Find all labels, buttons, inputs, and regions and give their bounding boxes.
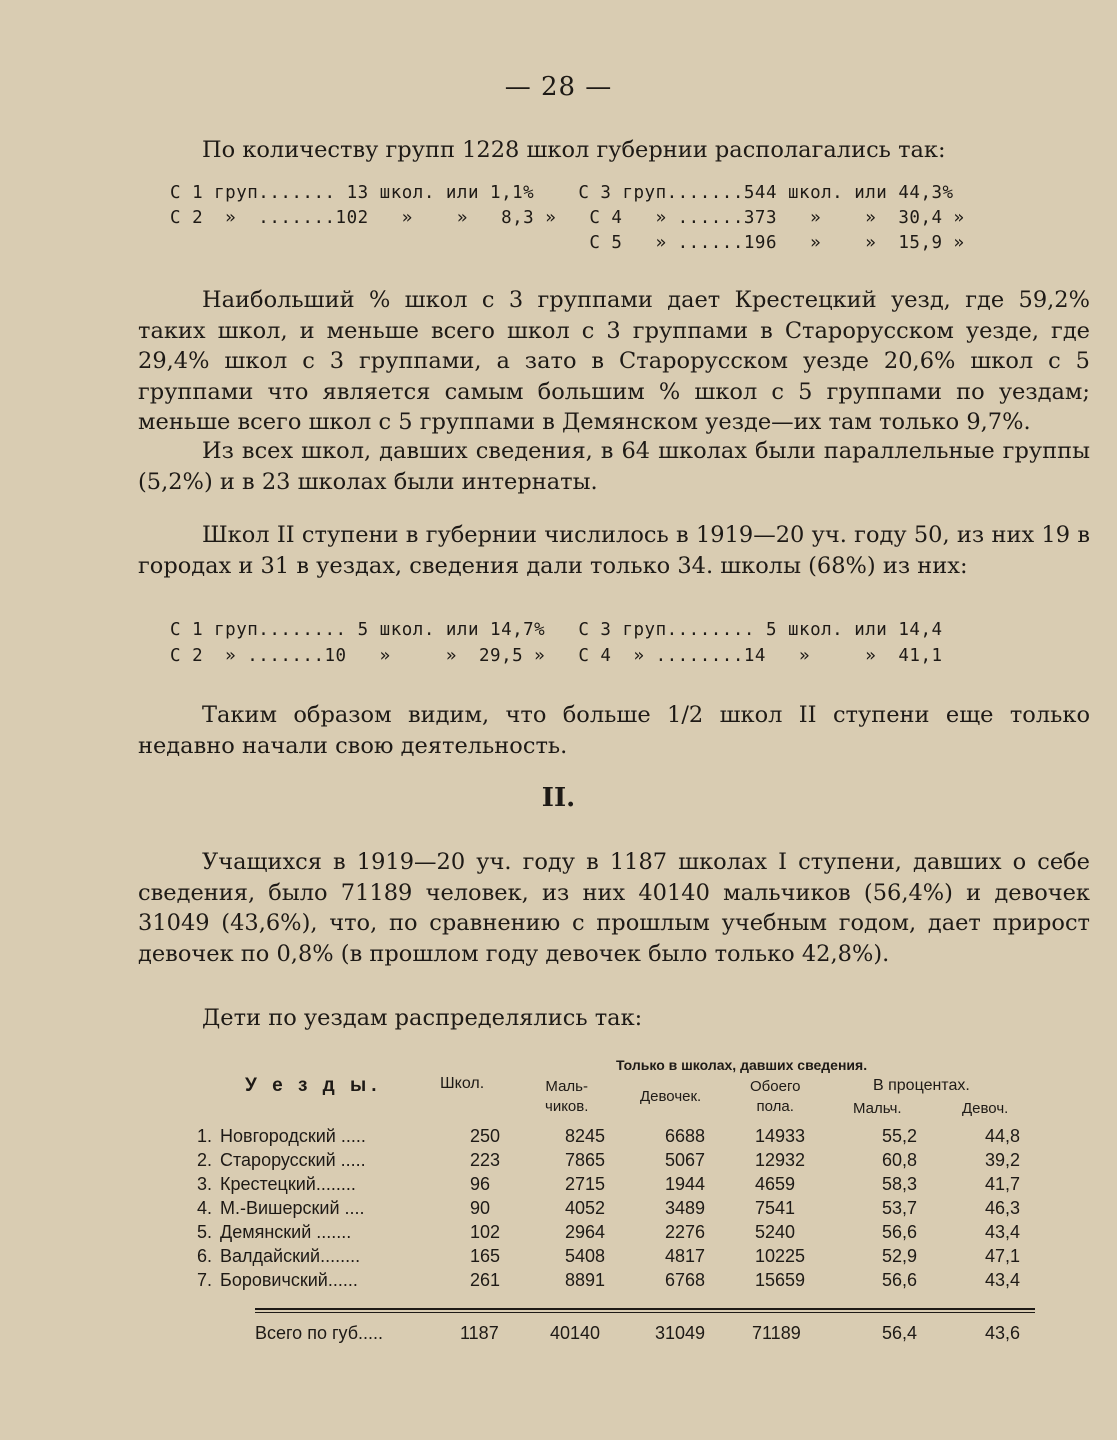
row-girls: 4817 xyxy=(665,1246,706,1266)
col-both-header: Обоего пола. xyxy=(750,1078,801,1115)
col-girls-header: Девочек. xyxy=(640,1088,702,1105)
row-schools: 90 xyxy=(470,1198,491,1218)
row-number: 6. xyxy=(197,1246,213,1266)
total-schools: 1187 xyxy=(460,1323,499,1343)
page-number: — 28 — xyxy=(504,72,613,102)
row-boys: 8245 xyxy=(565,1126,606,1146)
total-both: 71189 xyxy=(752,1323,801,1343)
row-both: 5240 xyxy=(755,1222,796,1242)
row-boys: 2715 xyxy=(565,1174,606,1194)
total-boys: 40140 xyxy=(550,1323,601,1343)
row-both: 10225 xyxy=(755,1246,806,1266)
row-number: 3. xyxy=(197,1174,213,1194)
row-girls: 6688 xyxy=(665,1126,706,1146)
row-pct-girls: 47,1 xyxy=(985,1246,1021,1266)
row-pct-girls: 43,4 xyxy=(985,1270,1021,1290)
row-both: 7541 xyxy=(755,1198,796,1218)
row-girls: 5067 xyxy=(665,1150,706,1170)
paragraph-students: Учащихся в 1919—20 уч. году в 1187 школах I ступени, давших о себе сведения, было 71189 человек, из них 40140 мальчиков (56,4%) и девочек 31049 (43,6%), что, по сравнению с прошлым учебным годом, дает прирост девочек по 0,8% (в прошлом году девочек было только 42,8%). xyxy=(138,849,1090,967)
total-label: Всего по губ..... xyxy=(255,1323,384,1343)
row-uezd-name: Старорусский ..... xyxy=(220,1150,366,1170)
row-pct-boys: 56,6 xyxy=(882,1222,918,1242)
paragraph-conclusion: Таким образом видим, что больше 1/2 школ II ступени еще только недавно начали свою деятельность. xyxy=(138,702,1090,759)
row-girls: 6768 xyxy=(665,1270,706,1290)
col-pct-boys-header: Мальч. xyxy=(853,1100,902,1117)
row-schools: 261 xyxy=(470,1270,501,1290)
groups-line-1: С 1 груп....... 13 школ. или 1,1% С 3 груп.......544 школ. или 44,3% xyxy=(170,183,954,203)
row-both: 14933 xyxy=(755,1126,806,1146)
col-pct-girls-header: Девоч. xyxy=(962,1100,1009,1117)
row-pct-girls: 46,3 xyxy=(985,1198,1021,1218)
row-both: 12932 xyxy=(755,1150,806,1170)
row-pct-girls: 44,8 xyxy=(985,1126,1021,1146)
row-pct-boys: 56,6 xyxy=(882,1270,918,1290)
row-uezd-name: Крестецкий........ xyxy=(220,1174,356,1194)
table-rule-thin xyxy=(255,1312,1035,1313)
row-schools: 223 xyxy=(470,1150,501,1170)
row-pct-boys: 52,9 xyxy=(882,1246,918,1266)
paragraph-max-groups: Наибольший % школ с 3 группами дает Крестецкий уезд, где 59,2% таких школ, и меньше всего школ с 3 группами в Старорусском уезде, где 29,4% школ с 3 группами, а зато в Старорусском уезде 20,6% школ с 5 группами что является самым большим % школ с 5 группами по уездам; меньше всего школ с 5 группами в Демянском уезде—их там только 9,7%. xyxy=(138,287,1090,435)
col-uezd-header: У е з д ы. xyxy=(245,1075,382,1096)
row-boys: 7865 xyxy=(565,1150,606,1170)
col-pct-header: В процентах. xyxy=(873,1077,970,1094)
row-number: 5. xyxy=(197,1222,213,1242)
row-number: 2. xyxy=(197,1150,213,1170)
row-uezd-name: Боровичский...... xyxy=(220,1270,358,1290)
row-girls: 1944 xyxy=(665,1174,706,1194)
stage2-line-1: С 1 груп........ 5 школ. или 14,7% С 3 груп........ 5 школ. или 14,4 xyxy=(170,620,943,640)
row-schools: 165 xyxy=(470,1246,501,1266)
row-pct-boys: 55,2 xyxy=(882,1126,918,1146)
row-boys: 8891 xyxy=(565,1270,606,1290)
row-number: 1. xyxy=(197,1126,213,1146)
paragraph-groups: По количеству групп 1228 школ губернии располагались так: xyxy=(202,137,946,163)
col-schools-header: Школ. xyxy=(440,1075,485,1092)
row-uezd-name: Валдайский........ xyxy=(220,1246,361,1266)
row-girls: 2276 xyxy=(665,1222,706,1242)
row-schools: 250 xyxy=(470,1126,501,1146)
row-boys: 4052 xyxy=(565,1198,606,1218)
row-uezd-name: Новгородский ..... xyxy=(220,1126,366,1146)
row-both: 15659 xyxy=(755,1270,806,1290)
stage2-line-2: С 2 » .......10 » » 29,5 » С 4 » ........14 » » 41,1 xyxy=(170,646,943,666)
row-number: 4. xyxy=(197,1198,213,1218)
row-uezd-name: М.-Вишерский .... xyxy=(220,1198,365,1218)
row-pct-boys: 53,7 xyxy=(882,1198,918,1218)
row-pct-girls: 43,4 xyxy=(985,1222,1021,1242)
paragraph-stage2: Школ II ступени в губернии числилось в 1919—20 уч. году 50, из них 19 в городах и 31 в уездах, сведения дали только 34. школы (68%) из них: xyxy=(138,522,1090,579)
row-uezd-name: Демянский ....... xyxy=(220,1222,352,1242)
section-heading: II. xyxy=(541,783,576,813)
row-schools: 96 xyxy=(470,1174,491,1194)
paragraph-parallel: Из всех школ, давших сведения, в 64 школах были параллельные группы (5,2%) и в 23 школах были интернаты. xyxy=(138,438,1090,495)
row-pct-boys: 58,3 xyxy=(882,1174,918,1194)
table-rule xyxy=(255,1308,1035,1310)
total-pct-girls: 43,6 xyxy=(985,1323,1021,1343)
row-boys: 2964 xyxy=(565,1222,606,1242)
total-girls: 31049 xyxy=(655,1323,706,1343)
row-pct-boys: 60,8 xyxy=(882,1150,918,1170)
row-pct-girls: 39,2 xyxy=(985,1150,1021,1170)
total-pct-boys: 56,4 xyxy=(882,1323,918,1343)
row-both: 4659 xyxy=(755,1174,796,1194)
row-number: 7. xyxy=(197,1270,213,1290)
row-schools: 102 xyxy=(470,1222,501,1242)
row-boys: 5408 xyxy=(565,1246,606,1266)
row-pct-girls: 41,7 xyxy=(985,1174,1021,1194)
paragraph-children: Дети по уездам распределялись так: xyxy=(202,1005,643,1031)
groups-line-3: С 5 » ......196 » » 15,9 » xyxy=(170,233,965,253)
table-group-header: Только в школах, давших сведения. xyxy=(616,1057,868,1073)
groups-line-2: С 2 » .......102 » » 8,3 » С 4 » ......373 » » 30,4 » xyxy=(170,208,965,228)
col-boys-header: Маль- чиков. xyxy=(545,1078,589,1115)
row-girls: 3489 xyxy=(665,1198,706,1218)
